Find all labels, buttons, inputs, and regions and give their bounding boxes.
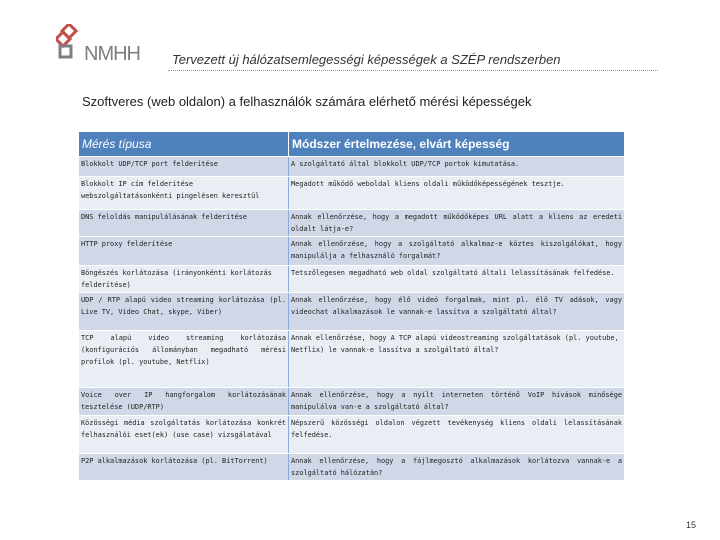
cell-method: Megadott működő weboldal kliens oldali működőképességének tesztje. — [289, 177, 625, 210]
table-row — [79, 454, 625, 481]
cell-type: Voice over IP hangforgalom korlátozásának tesztelése (UDP/RTP) — [79, 388, 289, 416]
table-row — [79, 416, 625, 454]
cell-method: Annak ellenőrzése, hogy A TCP alapú videostreaming szolgáltatások (pl. youtube, Netflix) le vannak-e lassítva a szolgáltató által? — [289, 331, 625, 388]
column-header-method: Módszer értelmezése, elvárt képesség — [289, 132, 625, 157]
cell-method: Annak ellenőrzése, hogy élő videó forgalmak, mint pl. élő TV adások, vagy videochat alkalmazások le vannak-e lassítva a szolgáltató által? — [289, 293, 625, 331]
cell-method: Annak ellenőrzése, hogy a nyílt interneten történő VoIP hívások minősége manipulálva van-e a szolgáltató által? — [289, 388, 625, 416]
header-divider — [168, 70, 658, 71]
cell-type: UDP / RTP alapú video streaming korlátozása (pl. Live TV, Video Chat, skype, Viber) — [79, 293, 289, 331]
cell-method: Annak ellenőrzése, hogy a megadott működőképes URL alatt a kliens az eredeti oldalt látja-e? — [289, 210, 625, 237]
table-row — [79, 266, 625, 293]
table-row — [79, 388, 625, 416]
cell-type: Böngészés korlátozása (irányonkénti korlátozás felderítése) — [79, 266, 289, 293]
cell-type: P2P alkalmazások korlátozása (pl. BitTorrent) — [79, 454, 289, 481]
cell-method: Népszerű közösségi oldalon végzett tevékenység kliens oldali lelassításának felfedése. — [289, 416, 625, 454]
table-row — [79, 177, 625, 210]
table-row — [79, 293, 625, 331]
cell-method: Tetszőlegesen megadható web oldal szolgáltató általi lelassításának felfedése. — [289, 266, 625, 293]
table-row — [79, 237, 625, 266]
table-row — [79, 331, 625, 388]
page-number: 15 — [686, 520, 697, 530]
table-header-row — [79, 132, 625, 157]
cell-method: Annak ellenőrzése, hogy a fájlmegosztó alkalmazások korlátozva vannak-e a szolgáltató hálózatán? — [289, 454, 625, 481]
cell-type: Közösségi média szolgáltatás korlátozása konkrét felhasználói eset(ek) (use case) vizsgálatával — [79, 416, 289, 454]
table-row — [79, 210, 625, 237]
cell-type: Blokkolt UDP/TCP port felderítése — [79, 157, 289, 177]
measurement-table — [78, 131, 625, 481]
cell-method: Annak ellenőrzése, hogy a szolgáltató alkalmaz-e köztes kiszolgálókat, hogy manipulálja a felhasználó forgalmát? — [289, 237, 625, 266]
header-title: Tervezett új hálózatsemlegességi képességek a SZÉP rendszerben — [172, 52, 561, 67]
cell-type: TCP alapú video streaming korlátozása (konfigurációs állományban megadható mérési profilok (pl. youtube, Netflix) — [79, 331, 289, 388]
logo-text: NMHH — [84, 43, 140, 65]
cell-type: HTTP proxy felderítése — [79, 237, 289, 266]
cell-type: DNS feloldás manipulálásának felderítése — [79, 210, 289, 237]
table-row — [79, 157, 625, 177]
cell-method: A szolgáltató által blokkolt UDP/TCP portok kimutatása. — [289, 157, 625, 177]
nmhh-logo — [56, 24, 166, 68]
slide-subtitle: Szoftveres (web oldalon) a felhasználók számára elérhető mérési képességek — [82, 94, 532, 109]
cell-type: Blokkolt IP cím felderítése webszolgáltatásonkénti pingelésen keresztül — [79, 177, 289, 210]
column-header-type: Mérés típusa — [79, 132, 289, 157]
logo-mark-icon — [56, 24, 76, 57]
